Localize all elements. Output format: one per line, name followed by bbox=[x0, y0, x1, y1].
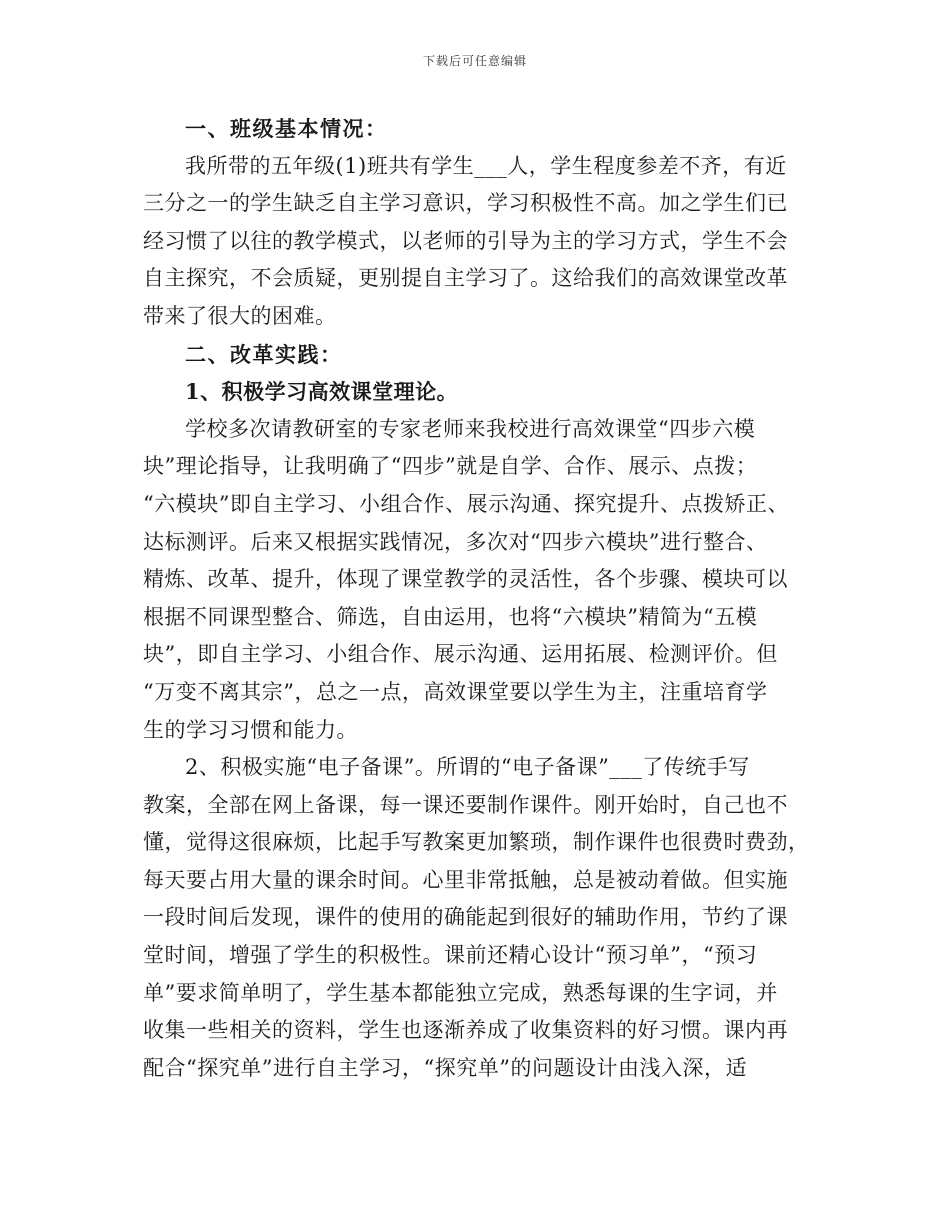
paragraph-line: 生的学习习惯和能力。 bbox=[143, 717, 358, 742]
paragraph-line: 一段时间后发现，课件的使用的确能起到很好的辅助作用，节约了课 bbox=[143, 905, 788, 930]
paragraph-line: 经习惯了以往的教学模式，以老师的引导为主的学习方式，学生不会 bbox=[143, 228, 788, 253]
paragraph-line: 懂，觉得这很麻烦，比起手写教案更加繁琐，制作课件也很费时费劲， bbox=[143, 830, 810, 855]
paragraph-line: 每天要占用大量的课余时间。心里非常抵触，总是被动着做。但实施 bbox=[143, 867, 788, 892]
document-body bbox=[143, 110, 813, 1087]
paragraph-line: “六模块”即自主学习、小组合作、展示沟通、探究提升、点拨矫正、 bbox=[143, 491, 789, 516]
subheading-learn-theory: 1、积极学习高效课堂理论。 bbox=[185, 379, 459, 405]
paragraph-line: 带来了很大的困难。 bbox=[143, 303, 337, 328]
paragraph-line: 学校多次请教研室的专家老师来我校进行高效课堂“四步六模 bbox=[185, 416, 756, 441]
paragraph-line: 2、积极实施“电子备课”。所谓的“电子备课”___了传统手写 bbox=[185, 755, 750, 780]
page-header: 下载后可任意编辑 bbox=[422, 54, 527, 68]
paragraph-line: 堂时间，增强了学生的积极性。课前还精心设计“预习单”，“预习 bbox=[143, 943, 758, 968]
paragraph-line: 达标测评。后来又根据实践情况，多次对“四步六模块”进行整合、 bbox=[143, 529, 768, 554]
paragraph-line: 三分之一的学生缺乏自主学习意识，学习积极性不高。加之学生们已 bbox=[143, 191, 788, 216]
paragraph-line: 教案，全部在网上备课，每一课还要制作课件。刚开始时，自己也不 bbox=[143, 792, 788, 817]
paragraph-line: 收集一些相关的资料，学生也逐渐养成了收集资料的好习惯。课内再 bbox=[143, 1018, 788, 1043]
paragraph-line: 根据不同课型整合、筛选，自由运用，也将“六模块”精简为“五模 bbox=[143, 604, 758, 629]
paragraph-line: 块”理论指导，让我明确了“四步”就是自学、合作、展示、点拨； bbox=[143, 454, 758, 479]
paragraph-line: “万变不离其宗”，总之一点，高效课堂要以学生为主，注重培育学 bbox=[143, 679, 768, 704]
paragraph-line: 自主探究，不会质疑，更别提自主学习了。这给我们的高效课堂改革 bbox=[143, 266, 788, 291]
paragraph-line: 我所带的五年级(1)班共有学生___人，学生程度参差不齐，有近 bbox=[185, 153, 787, 178]
section-heading-class-situation: 一、班级基本情况： bbox=[185, 116, 388, 141]
paragraph-line: 精炼、改革、提升，体现了课堂教学的灵活性，各个步骤、模块可以 bbox=[143, 567, 788, 592]
paragraph-line: 单”要求简单明了，学生基本都能独立完成，熟悉每课的生字词，并 bbox=[143, 980, 778, 1005]
paragraph-line: 配合“探究单”进行自主学习，“探究单”的问题设计由浅入深，适 bbox=[143, 1055, 747, 1080]
paragraph-line: 块”，即自主学习、小组合作、展示沟通、运用拓展、检测评价。但 bbox=[143, 642, 778, 667]
section-heading-reform-practice: 二、改革实践： bbox=[185, 341, 343, 367]
